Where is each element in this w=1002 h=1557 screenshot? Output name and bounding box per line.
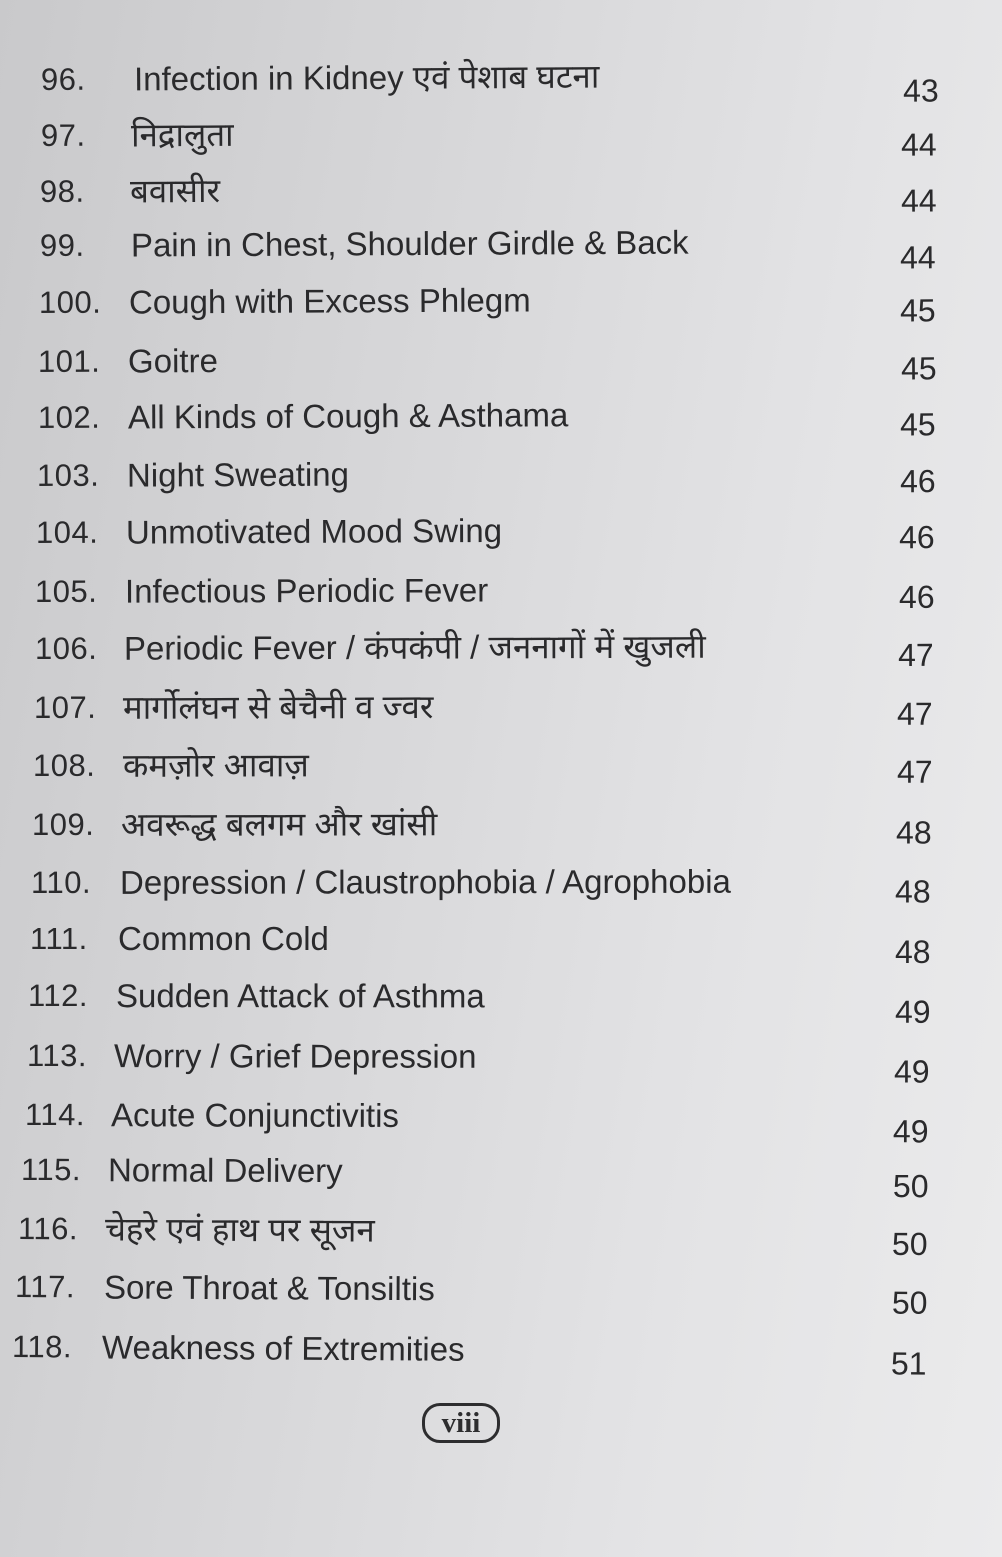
entry-number: 100.: [38, 284, 102, 320]
entry-page-number: 46: [898, 519, 935, 556]
entry-title: All Kinds of Cough & Asthama: [127, 396, 569, 436]
entry-title: निद्रालुता: [130, 115, 234, 154]
entry-title: Periodic Fever / कंपकंपी / जननागों में खुजली: [123, 627, 706, 667]
toc-entry: [39, 216, 960, 276]
entry-number: 113.: [26, 1038, 88, 1074]
entry-number: 109.: [31, 806, 95, 842]
toc-entry: [38, 332, 961, 387]
toc-entry: [37, 447, 960, 501]
entry-number: 99.: [39, 227, 85, 263]
entry-page-number: 50: [891, 1284, 928, 1321]
entry-number: 97.: [40, 117, 86, 153]
entry-page-number: 47: [896, 753, 933, 790]
entry-page-number: 47: [896, 695, 933, 732]
toc-entry: [11, 1322, 951, 1382]
page-folio: viii: [422, 1403, 500, 1443]
entry-title: Pain in Chest, Shoulder Girdle & Back: [130, 223, 689, 264]
entry-page-number: 49: [892, 1113, 929, 1150]
entry-page-number: 43: [902, 72, 939, 109]
toc-entry: [30, 914, 955, 970]
toc-entry: [40, 49, 963, 109]
entry-number: 114.: [24, 1097, 86, 1133]
entry-title: Night Sweating: [126, 455, 350, 494]
entry-page-number: 45: [899, 292, 936, 329]
toc-entry: [31, 856, 955, 908]
entry-number: 98.: [39, 173, 85, 209]
entry-number: 111.: [30, 921, 88, 956]
toc-entry: [35, 621, 958, 674]
entry-title: Unmotivated Mood Swing: [125, 511, 503, 551]
entry-title: Cough with Excess Phlegm: [128, 281, 531, 321]
entry-title: मार्गोलंघन से बेचैनी व ज्वर: [122, 687, 434, 726]
entry-title: Sudden Attack of Asthma: [115, 977, 485, 1015]
entry-page-number: 44: [899, 239, 936, 276]
entry-number: 108.: [32, 747, 96, 783]
toc-entry: [34, 681, 957, 733]
entry-page-number: 50: [891, 1225, 928, 1262]
entry-page-number: 45: [899, 406, 936, 443]
entry-page-number: 46: [899, 463, 936, 500]
entry-number: 105.: [34, 573, 98, 609]
entry-page-number: 49: [894, 993, 931, 1030]
entry-title: Normal Delivery: [107, 1151, 343, 1190]
entry-title: Depression / Claustrophobia / Agrophobia: [119, 862, 731, 901]
toc-entry: [20, 1145, 953, 1205]
entry-page-number: 50: [892, 1168, 929, 1205]
toc-entry: [17, 1204, 952, 1262]
entry-number: 117.: [14, 1269, 76, 1305]
entry-page-number: 47: [897, 636, 934, 673]
toc-entry: [26, 1031, 954, 1090]
toc-entry: [33, 739, 957, 791]
entry-title: चेहरे एवं हाथ पर सूजन: [104, 1210, 375, 1249]
toc-entry: [36, 504, 959, 558]
entry-page-number: 46: [898, 578, 935, 615]
toc-entry: [14, 1262, 952, 1321]
entry-title: बवासीर: [129, 171, 221, 210]
entry-number: 104.: [35, 514, 99, 550]
toc-entry: [24, 1090, 953, 1150]
entry-number: 106.: [34, 630, 98, 666]
entry-title: Worry / Grief Depression: [113, 1037, 477, 1075]
toc-entry: [32, 798, 956, 850]
entry-title: Common Cold: [118, 920, 329, 957]
entry-page-number: 45: [900, 350, 937, 387]
entry-number: 118.: [11, 1329, 73, 1365]
toc-entry: [27, 971, 955, 1030]
entry-number: 116.: [17, 1211, 79, 1247]
entry-number: 102.: [37, 399, 101, 435]
entry-page-number: 51: [890, 1345, 927, 1382]
entry-number: 115.: [20, 1152, 82, 1188]
entry-title: अवरूद्ध बलगम और खांसी: [120, 805, 438, 843]
entry-page-number: 48: [895, 814, 932, 851]
entry-page-number: 44: [900, 126, 937, 163]
entry-number: 101.: [37, 343, 101, 379]
entry-page-number: 49: [893, 1053, 930, 1090]
entry-number: 107.: [33, 689, 97, 725]
entry-title: Sore Throat & Tonsiltis: [103, 1268, 435, 1308]
entry-number: 110.: [30, 864, 92, 900]
entry-number: 112.: [27, 978, 89, 1014]
entry-number: 103.: [36, 457, 100, 493]
toc-entry: [41, 105, 961, 161]
entry-page-number: 48: [895, 934, 931, 970]
toc-entry: [39, 273, 960, 328]
entry-page-number: 44: [900, 182, 937, 219]
entry-number: 96.: [40, 61, 86, 97]
entry-title: Infection in Kidney एवं पेशाब घटना: [133, 57, 600, 98]
toc-entry: [38, 388, 960, 443]
entry-title: कमज़ोर आवाज़: [122, 746, 309, 784]
entry-title: Weakness of Extremities: [101, 1328, 465, 1368]
entry-page-number: 48: [894, 873, 931, 910]
toc-entry: [40, 161, 961, 217]
entry-title: Acute Conjunctivitis: [110, 1096, 400, 1134]
entry-title: Goitre: [127, 342, 218, 380]
toc-entry: [35, 564, 959, 617]
entry-title: Infectious Periodic Fever: [124, 571, 489, 610]
